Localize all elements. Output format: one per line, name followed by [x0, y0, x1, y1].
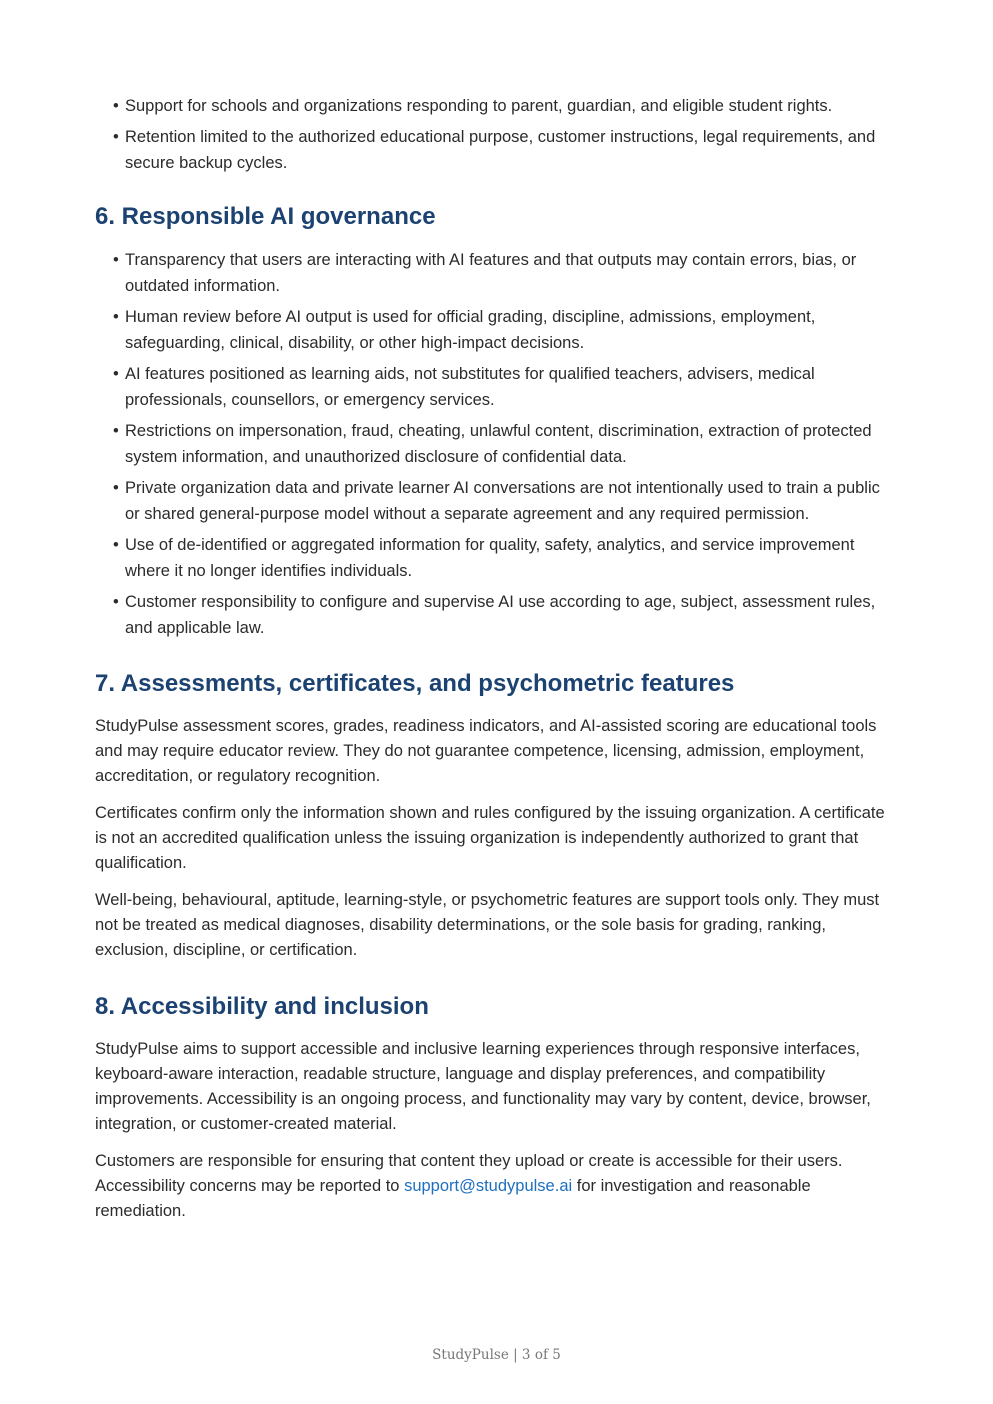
section-7-heading: 7. Assessments, certificates, and psychometric features — [95, 670, 735, 697]
section-7-paragraph: Certificates confirm only the information shown and rules configured by the issuing organization. A certificate is not an accredited qualification unless the issuing organization is independently authorized to grant that qualification. — [95, 804, 885, 872]
list-item: • Restrictions on impersonation, fraud, cheating, unlawful content, discrimination, extraction of protected system information, and unauthorized disclosure of confidential data. — [113, 422, 872, 466]
page-footer: StudyPulse | 3 of 5 — [432, 1347, 561, 1363]
document-content — [95, 93, 897, 1236]
list-item: • Human review before AI output is used for official grading, discipline, admissions, employment, safeguarding, clinical, disability, or other high-impact decisions. — [113, 308, 816, 352]
list-item: • Retention limited to the authorized educational purpose, customer instructions, legal requirements, and secure backup cycles. — [113, 128, 876, 172]
list-item: • Support for schools and organizations responding to parent, guardian, and eligible student rights. — [113, 97, 833, 115]
list-item: • Use of de-identified or aggregated information for quality, safety, analytics, and service improvement where it no longer identifies individuals. — [113, 536, 855, 580]
section-8-paragraph: StudyPulse aims to support accessible and inclusive learning experiences through responsive interfaces, keyboard-aware interaction, readable structure, language and display preferences, and compatibility improvements. Accessibility is an ongoing process, and functionality may vary by content, device, browser, integration, or customer-created material. — [95, 1040, 871, 1133]
section-7-paragraph: StudyPulse assessment scores, grades, readiness indicators, and AI-assisted scoring are educational tools and may require educator review. They do not guarantee competence, licensing, admission, employment, accreditation, or regulatory recognition. — [95, 717, 877, 785]
list-item: • Transparency that users are interacting with AI features and that outputs may contain errors, bias, or outdated information. — [113, 251, 857, 295]
list-item: • Private organization data and private learner AI conversations are not intentionally used to train a public or shared general-purpose model without a separate agreement and any required permission. — [113, 479, 880, 523]
support-email-link[interactable]: support@studypulse.ai — [404, 1177, 573, 1195]
section-8-heading: 8. Accessibility and inclusion — [95, 993, 429, 1020]
top-bullet-list — [95, 93, 897, 176]
list-item: • AI features positioned as learning aids, not substitutes for qualified teachers, advisers, medical professionals, counsellors, or emergency services. — [113, 365, 815, 409]
section-8-paragraph-contact: Customers are responsible for ensuring that content they upload or create is accessible for their users. Accessibility concerns may be reported to support@studypulse.ai for investigation and reasonable remediation. — [95, 1152, 843, 1220]
section-6-heading: 6. Responsible AI governance — [95, 203, 436, 230]
list-item: • Customer responsibility to configure and supervise AI use according to age, subject, assessment rules, and applicable law. — [113, 593, 876, 637]
section-6-bullet-list — [95, 247, 897, 641]
section-7-paragraph: Well-being, behavioural, aptitude, learning-style, or psychometric features are support tools only. They must not be treated as medical diagnoses, disability determinations, or the sole basis for grading, ranking, exclusion, discipline, or certification. — [95, 891, 880, 959]
